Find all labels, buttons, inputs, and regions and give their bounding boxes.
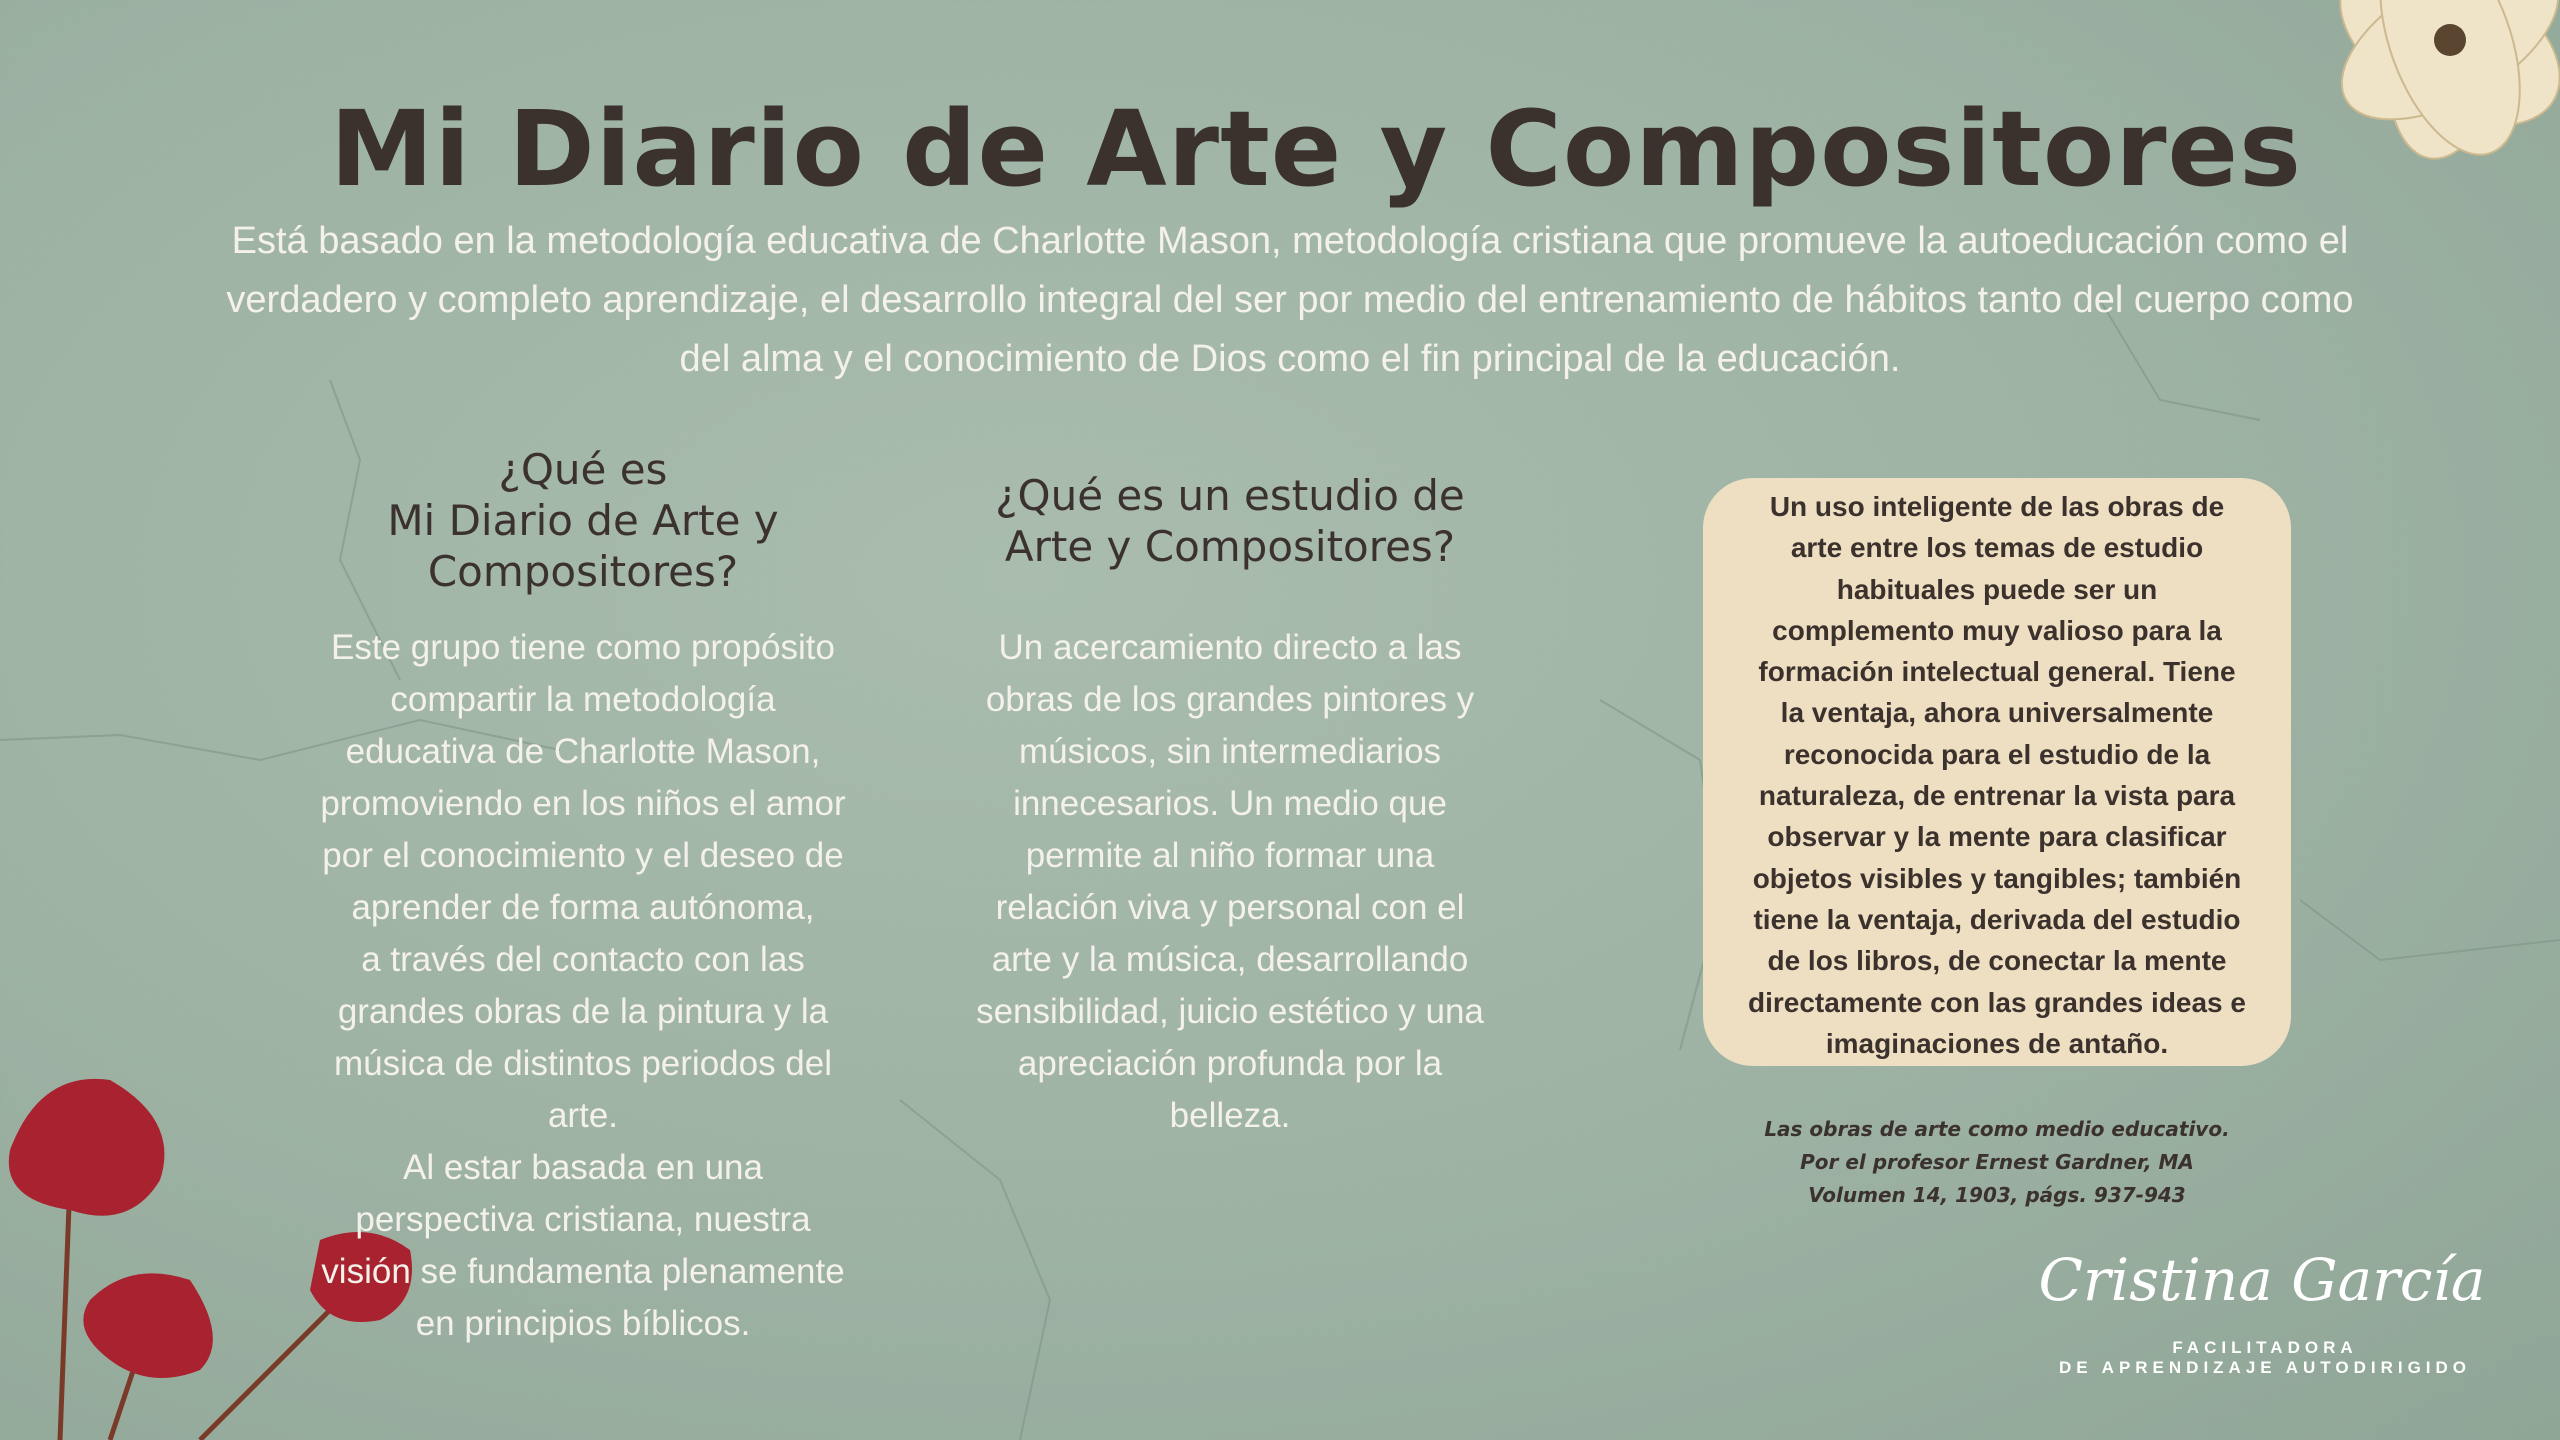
text-line: Volumen 14, 1903, págs. 937-943 xyxy=(1808,1183,2186,1207)
intro-paragraph xyxy=(150,212,2430,389)
quote-box xyxy=(1703,478,2291,1066)
text-line: Por el profesor Ernest Gardner, MA xyxy=(1800,1150,2194,1174)
left-column-heading xyxy=(283,444,883,597)
text-line: arte. xyxy=(547,1096,619,1135)
text-line: objetos visibles y tangibles; también xyxy=(1752,862,2242,894)
text-line: ¿Qué es un estudio de xyxy=(995,471,1465,520)
text-line: Está basado en la metodología educativa de Charlotte Mason, metodología cristiana que promueve la autoeducación como el xyxy=(231,220,2349,262)
text-line: Al estar basada en una xyxy=(403,1148,763,1187)
signature-role xyxy=(2000,1338,2530,1378)
text-line: Compositores? xyxy=(427,547,739,596)
text-line: habituales puede ser un xyxy=(1836,573,2158,605)
text-line: FACILITADORA xyxy=(2172,1338,2358,1357)
text-line: naturaleza, de entrenar la vista para xyxy=(1758,780,2236,812)
text-line: reconocida para el estudio de la xyxy=(1783,738,2211,770)
text-line: Este grupo tiene como propósito xyxy=(331,628,835,667)
text-line: compartir la metodología xyxy=(390,680,776,719)
text-line: ¿Qué es xyxy=(498,445,668,494)
text-line: por el conocimiento y el deseo de xyxy=(322,836,844,875)
text-line: de los libros, de conectar la mente xyxy=(1767,945,2227,977)
text-line: relación viva y personal con el xyxy=(995,888,1465,927)
text-line: innecesarios. Un medio que xyxy=(1013,784,1447,823)
text-line: música de distintos periodos del xyxy=(333,1044,833,1083)
text-line: promoviendo en los niños el amor xyxy=(320,784,846,823)
text-line: complemento muy valioso para la xyxy=(1772,614,2222,646)
text-line: obras de los grandes pintores y xyxy=(985,680,1475,719)
text-line: belleza. xyxy=(1169,1096,1291,1135)
text-line: a través del contacto con las xyxy=(361,940,805,979)
signature-name: Cristina García xyxy=(2038,1246,2486,1314)
text-line: Arte y Compositores? xyxy=(1004,522,1456,571)
page-title: Mi Diario de Arte y Compositores xyxy=(330,88,2302,210)
text-line: educativa de Charlotte Mason, xyxy=(345,732,821,771)
text-line: perspectiva cristiana, nuestra xyxy=(355,1200,811,1239)
quote-citation xyxy=(1697,1113,2297,1212)
text-line: Las obras de arte como medio educativo. xyxy=(1764,1117,2230,1141)
text-line: observar y la mente para clasificar xyxy=(1767,821,2227,853)
text-line: grandes obras de la pintura y la xyxy=(337,992,829,1031)
text-line: Mi Diario de Arte y xyxy=(387,496,779,545)
text-line: verdadero y completo aprendizaje, el desarrollo integral del ser por medio del entrenamiento de hábitos tanto del cuerpo como xyxy=(226,279,2354,321)
text-line: permite al niño formar una xyxy=(1025,836,1435,875)
text-line: DE APRENDIZAJE AUTODIRIGIDO xyxy=(2058,1358,2472,1377)
text-line: formación intelectual general. Tiene xyxy=(1758,656,2236,688)
text-line: músicos, sin intermediarios xyxy=(1018,732,1442,771)
text-line: del alma y el conocimiento de Dios como el fin principal de la educación. xyxy=(679,338,1901,380)
text-line: la ventaja, ahora universalmente xyxy=(1780,697,2214,729)
text-line: apreciación profunda por la xyxy=(1017,1044,1443,1083)
text-line: en principios bíblicos. xyxy=(415,1304,751,1343)
text-line: sensibilidad, juicio estético y una xyxy=(976,992,1484,1031)
text-line: visión se fundamenta plenamente xyxy=(321,1252,845,1291)
text-line: directamente con las grandes ideas e xyxy=(1748,986,2246,1018)
left-column-body xyxy=(283,622,883,1350)
text-line: arte entre los temas de estudio xyxy=(1790,532,2204,564)
middle-column-heading xyxy=(930,470,1530,572)
text-line: Un uso inteligente de las obras de xyxy=(1769,491,2225,522)
text-line: imaginaciones de antaño. xyxy=(1825,1027,2169,1059)
text-line: tiene la ventaja, derivada del estudio xyxy=(1753,903,2241,935)
text-line: Un acercamiento directo a las xyxy=(998,628,1462,667)
text-line: aprender de forma autónoma, xyxy=(351,888,815,927)
text-line: arte y la música, desarrollando xyxy=(991,940,1469,979)
middle-column-body xyxy=(930,622,1530,1142)
